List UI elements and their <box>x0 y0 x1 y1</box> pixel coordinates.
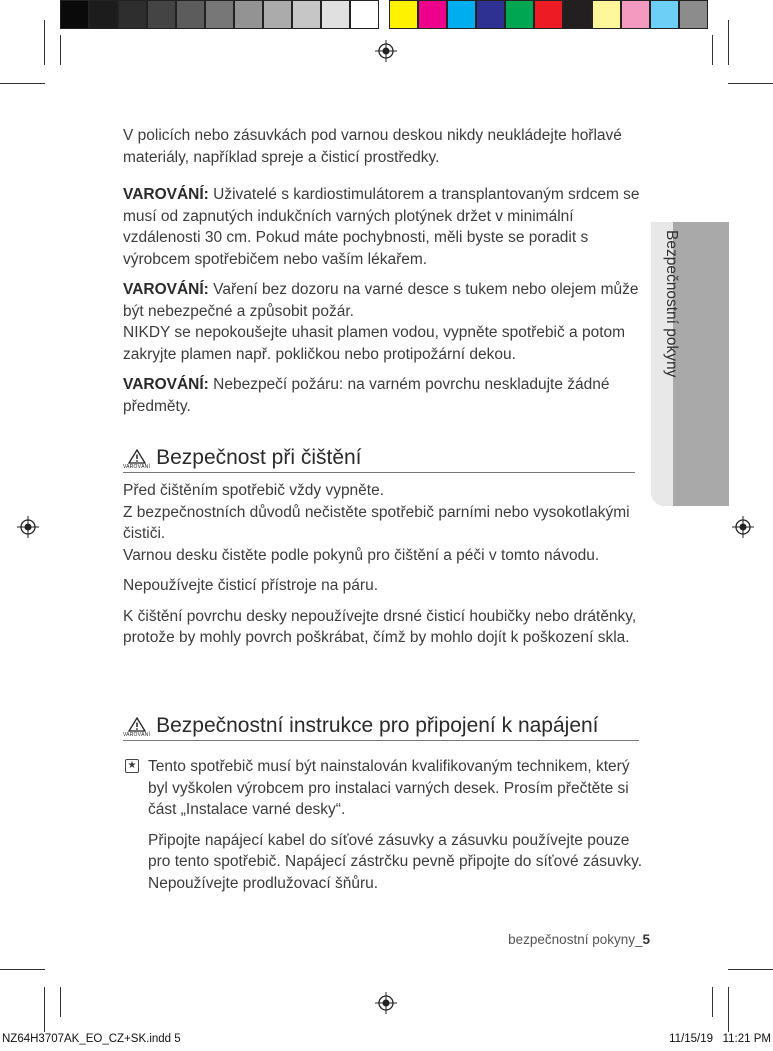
color-swatch <box>621 0 650 29</box>
intro-block <box>123 125 643 426</box>
section-title: Bezpečnostní instrukce pro připojení k napájení <box>156 714 599 737</box>
color-swatch <box>476 0 505 29</box>
warning-label: VAROVÁNÍ: <box>123 281 209 298</box>
color-swatch <box>447 0 476 29</box>
cleaning-paragraph: Před čištěním spotřebič vždy vypněte. <box>123 482 385 499</box>
color-swatch <box>505 0 534 29</box>
color-swatch <box>418 0 447 29</box>
gray-swatch <box>350 0 379 29</box>
gray-swatch <box>234 0 263 29</box>
warning-icon <box>123 449 150 470</box>
side-tab-label: Bezpečnostní pokyny <box>663 230 680 378</box>
warning-label: VAROVÁNÍ: <box>123 186 209 203</box>
section-heading-cleaning <box>123 446 635 473</box>
power-paragraph: Připojte napájecí kabel do síťové zásuvky a zásuvku používejte pouze pro tento spotřebič. Napájecí zástrčku pevně připojte do síťové zásuvky. Nepoužívejte prodlužovací šňůru. <box>148 831 643 892</box>
color-swatch <box>592 0 621 29</box>
crop-mark <box>60 987 61 1017</box>
intro-paragraph: V policích nebo zásuvkách pod varnou deskou nikdy neukládejte hořlavé materiály, například spreje a čisticí prostředky. <box>123 127 622 166</box>
gray-swatch <box>60 0 89 29</box>
section-title: Bezpečnost při čištění <box>156 446 362 469</box>
registration-mark-icon <box>375 992 397 1014</box>
cleaning-paragraph: K čištění povrchu desky nepoužívejte drsné čisticí houbičky nebo drátěnky, protože by mohly povrch poškrábat, čímž by mohlo dojít k poškození skla. <box>123 607 637 646</box>
gray-swatch <box>176 0 205 29</box>
warning-paragraph <box>123 374 643 417</box>
gray-swatch <box>147 0 176 29</box>
warning-icon-text: VAROVÁNÍ <box>123 732 151 738</box>
gray-swatch <box>292 0 321 29</box>
crop-mark <box>728 20 729 65</box>
crop-mark <box>712 987 713 1017</box>
color-swatch <box>534 0 563 29</box>
warning-text: Uživatelé s kardiostimulátorem a transplantovaným srdcem se musí od zapnutých indukčních varných plotýnek držet v minimální vzdálenosti 30 cm. Pokud máte pochybnosti, měli byste se poradit s výrobcem spotřebičem nebo vaším lékařem. <box>123 186 640 268</box>
gray-swatch <box>263 0 292 29</box>
list-item <box>123 756 653 903</box>
cleaning-paragraph: Nepoužívejte čisticí přístroje na páru. <box>123 577 379 594</box>
registration-mark-icon <box>17 516 39 538</box>
section-heading-power <box>123 714 639 741</box>
star-box-icon: ★ <box>125 759 139 773</box>
warning-extra: NIKDY se nepokoušejte uhasit plamen vodou, vypněte spotřebič a potom zakryjte plamen např. pokličkou nebo protipožární dekou. <box>123 324 626 363</box>
color-swatch <box>679 0 708 29</box>
crop-mark <box>44 20 45 65</box>
crop-mark <box>0 969 45 970</box>
crop-mark <box>0 83 45 84</box>
color-swatch <box>563 0 592 29</box>
warning-icon <box>123 717 150 738</box>
power-block <box>123 756 653 903</box>
slug-file: NZ64H3707AK_EO_CZ+SK.indd 5 <box>2 1033 181 1045</box>
crop-mark <box>728 987 729 1032</box>
warning-text: Nebezpečí požáru: na varném povrchu neskladujte žádné předměty. <box>123 376 610 415</box>
slug-date: 11/15/19 11:21 PM <box>669 1033 771 1045</box>
cleaning-block <box>123 480 643 658</box>
warning-text: Vaření bez dozoru na varné desce s tukem nebo olejem může být nebezpečné a způsobit požár. <box>123 281 639 320</box>
registration-mark-icon <box>732 516 754 538</box>
color-calibration-bar <box>60 0 708 30</box>
swatch-gap <box>379 0 389 30</box>
crop-mark <box>60 35 61 65</box>
page-footer <box>508 932 650 947</box>
gray-swatch <box>118 0 147 29</box>
crop-mark <box>712 35 713 65</box>
crop-mark <box>44 987 45 1032</box>
warning-paragraph <box>123 279 643 322</box>
color-swatch <box>389 0 418 29</box>
page-number: 5 <box>642 932 650 947</box>
gray-swatch <box>89 0 118 29</box>
warning-label: VAROVÁNÍ: <box>123 376 209 393</box>
warning-paragraph <box>123 184 643 270</box>
crop-mark <box>728 83 773 84</box>
color-swatch <box>650 0 679 29</box>
warning-icon-text: VAROVÁNÍ <box>123 464 151 470</box>
gray-swatch <box>321 0 350 29</box>
cleaning-paragraph: Z bezpečnostních důvodů nečistěte spotřebič parními nebo vysokotlakými čističi. <box>123 503 630 542</box>
footer-section: bezpečnostní pokyny_ <box>508 932 643 947</box>
crop-mark <box>728 969 773 970</box>
gray-swatch <box>205 0 234 29</box>
power-paragraph: Tento spotřebič musí být nainstalován kvalifikovaným technikem, který byl vyškolen výrobcem pro instalaci varných desek. Prosím přečtěte si část „Instalace varné desky“. <box>148 758 630 818</box>
cleaning-paragraph: Varnou desku čistěte podle pokynů pro čištění a péči v tomto návodu. <box>123 546 600 564</box>
registration-mark-icon <box>375 40 397 62</box>
